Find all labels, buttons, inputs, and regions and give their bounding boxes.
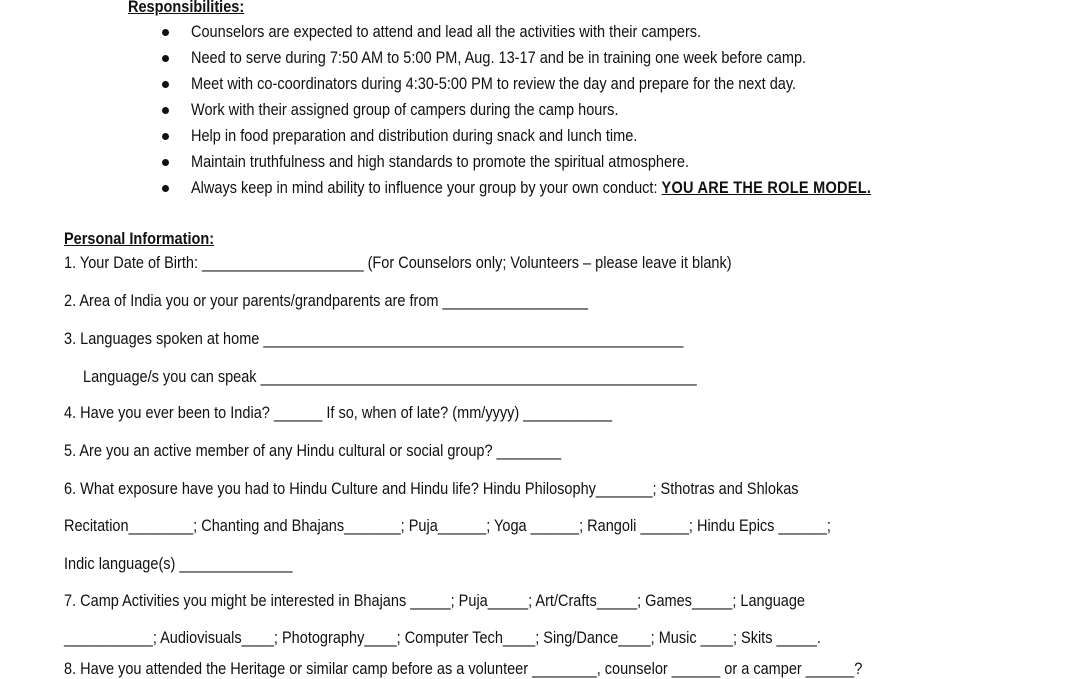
bullet-icon	[162, 159, 169, 166]
bullet-icon	[162, 81, 169, 88]
responsibility-item-text: Always keep in mind ability to influence your group by your own conduct:	[191, 179, 662, 197]
question-attended-before: 8. Have you attended the Heritage or similar camp before as a volunteer ________, counselor ______ or a camper ______?	[64, 660, 863, 678]
question-languages-home: 3. Languages spoken at home ____________________________________________________	[64, 330, 684, 348]
responsibility-item: Help in food preparation and distribution during snack and lunch time.	[191, 127, 638, 145]
bullet-icon	[162, 29, 169, 36]
role-model-emphasis: YOU ARE THE ROLE MODEL.	[661, 179, 872, 197]
question-exposure-indic: Indic language(s) ______________	[64, 555, 293, 573]
page-bottom-clip	[0, 660, 1080, 678]
question-date-of-birth: 1. Your Date of Birth: ____________________ (For Counselors only; Volunteers – please leave it blank)	[64, 254, 732, 272]
question-area-of-india: 2. Area of India you or your parents/grandparents are from __________________	[64, 292, 588, 310]
question-languages-speak: Language/s you can speak ______________________________________________________	[83, 368, 697, 386]
question-active-member: 5. Are you an active member of any Hindu cultural or social group? ________	[64, 442, 562, 460]
question-camp-activities-cont: ___________; Audiovisuals____; Photography____; Computer Tech____; Sing/Dance____; Music ____; Skits _____.	[64, 629, 821, 647]
responsibility-item: Meet with co-coordinators during 4:30-5:00 PM to review the day and prepare for the next day.	[191, 75, 797, 93]
responsibility-item: Counselors are expected to attend and lead all the activities with their campers.	[191, 23, 702, 41]
bullet-icon	[162, 55, 169, 62]
responsibility-item	[191, 178, 871, 198]
responsibility-item: Work with their assigned group of campers during the camp hours.	[191, 101, 619, 119]
question-exposure-cont: Recitation________; Chanting and Bhajans_______; Puja______; Yoga ______; Rangoli ______; Hindu Epics ______;	[64, 517, 831, 535]
personal-info-heading: Personal Information:	[64, 230, 215, 248]
bullet-icon	[162, 133, 169, 140]
question-camp-activities: 7. Camp Activities you might be interested in Bhajans _____; Puja_____; Art/Crafts_____; Games_____; Language	[64, 592, 806, 610]
responsibility-item: Need to serve during 7:50 AM to 5:00 PM, Aug. 13-17 and be in training one week before camp.	[191, 49, 807, 67]
responsibilities-heading: Responsibilities:	[128, 0, 245, 16]
responsibility-item: Maintain truthfulness and high standards to promote the spiritual atmosphere.	[191, 153, 690, 171]
question-been-to-india: 4. Have you ever been to India? ______ If so, when of late? (mm/yyyy) ___________	[64, 404, 613, 422]
bullet-icon	[162, 107, 169, 114]
bullet-icon	[162, 185, 169, 192]
question-exposure: 6. What exposure have you had to Hindu Culture and Hindu life? Hindu Philosophy_______; Sthotras and Shlokas	[64, 480, 799, 498]
